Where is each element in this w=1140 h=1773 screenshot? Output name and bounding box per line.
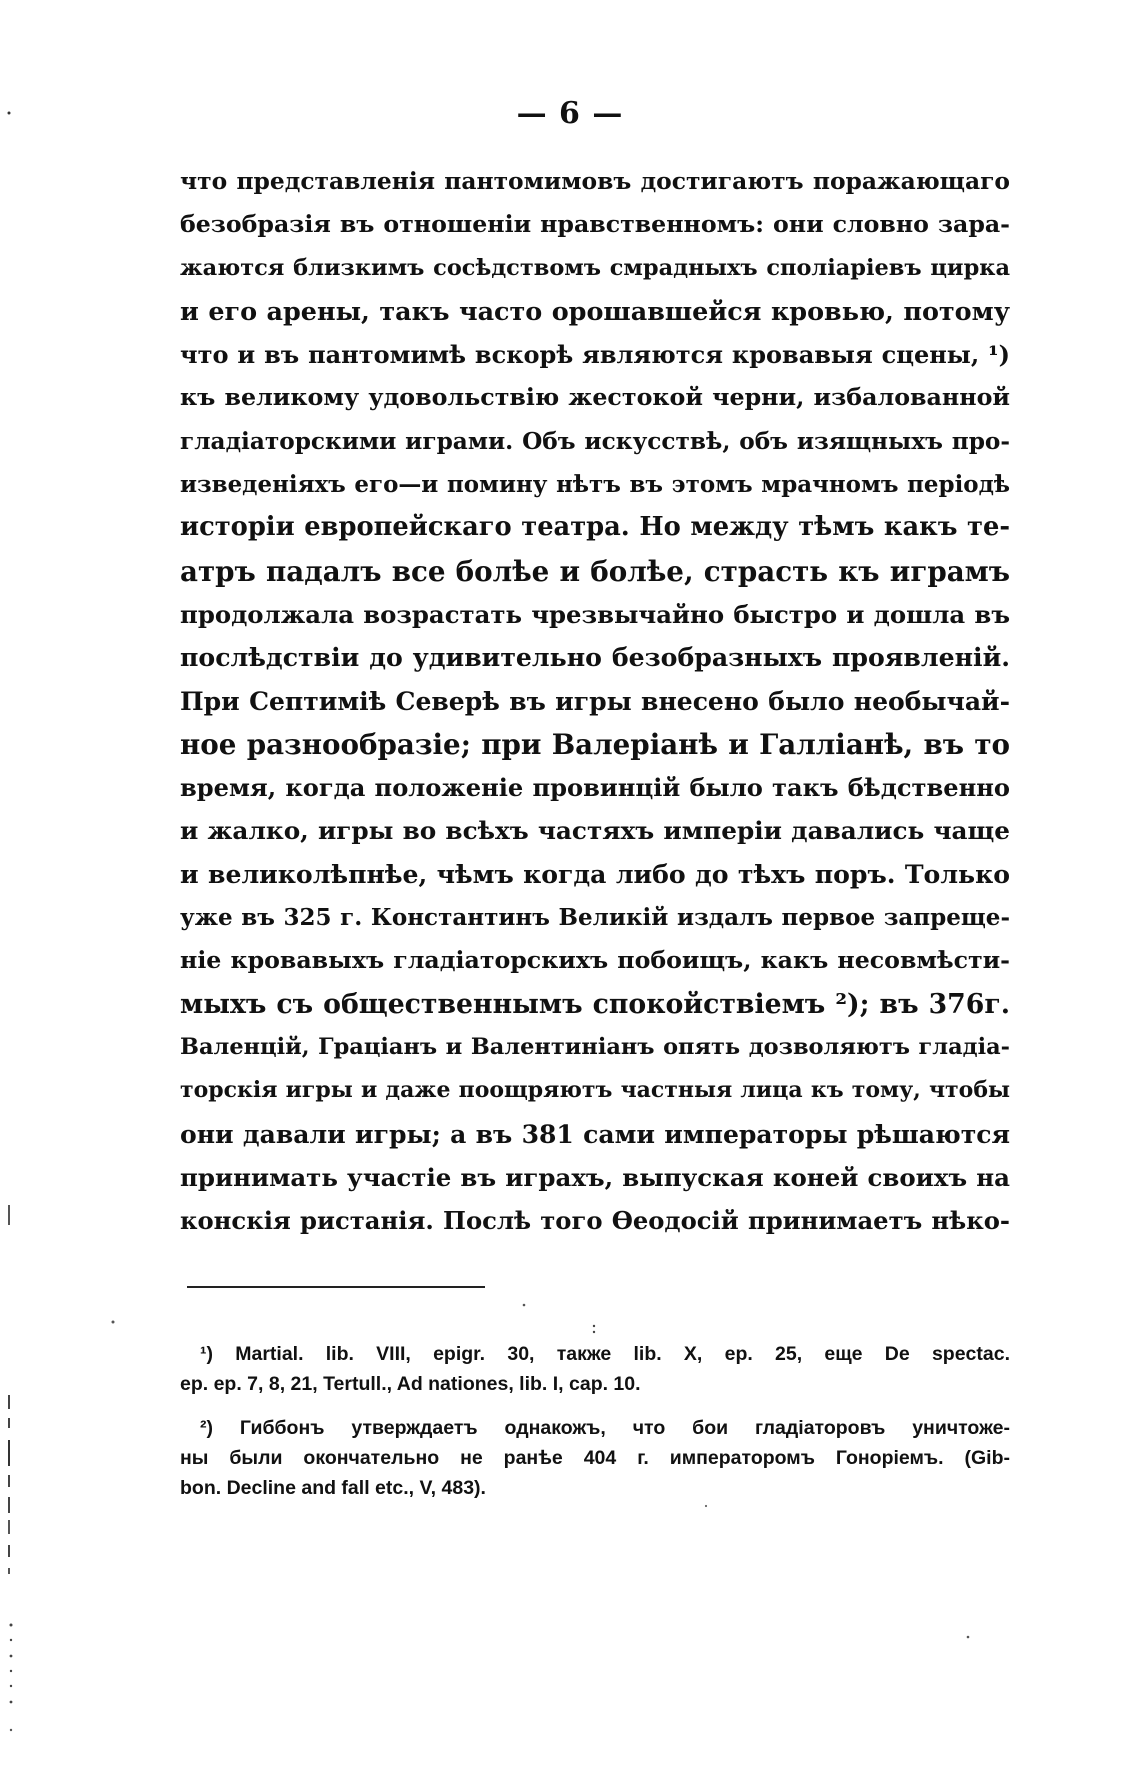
footnote-1 [180, 1339, 1010, 1399]
text-line: конскія ристанія. Послѣ того Ѳеодосій принимаетъ нѣко- [180, 1206, 1010, 1236]
text-line: что и въ пантомимѣ вскорѣ являются кровавыя сцены, ¹) [180, 340, 1010, 370]
footnote-line: bon. Decline and fall etc., V, 483). [180, 1477, 486, 1499]
footnote-divider [187, 1286, 485, 1288]
text-line: они давали игры; а въ 381 сами императоры рѣшаются [180, 1118, 1010, 1149]
text-line: ніе кровавыхъ гладіаторскихъ побоищъ, какъ несовмѣсти- [180, 946, 1010, 975]
text-line: къ великому удовольствію жестокой черни, избалованной [180, 383, 1010, 412]
footnote-line: ²) Гиббонъ утверждаетъ однакожъ, что бои гладіаторовъ уничтоже- [200, 1417, 1010, 1439]
footnote-line: ны были окончательно не ранѣе 404 г. императоромъ Гоноріемъ. (Gib- [180, 1447, 1010, 1469]
main-text [180, 160, 1010, 1242]
text-line: безобразія въ отношеніи нравственномъ: они словно зара- [180, 210, 1010, 239]
text-line: время, когда положеніе провинцій было такъ бѣдственно [180, 773, 1010, 803]
text-line: ное разнообразіе; при Валеріанѣ и Галліанѣ, въ то [180, 727, 1010, 761]
text-line: Валенцій, Граціанъ и Валентиніанъ опять дозволяютъ гладіа- [180, 1033, 1010, 1060]
text-line: и жалко, игры во всѣхъ частяхъ имперіи давались чаще [180, 816, 1010, 846]
text-line: жаются близкимъ сосѣдствомъ смрадныхъ споліаріевъ цирка [180, 254, 1010, 281]
text-line: При Септимiѣ Северѣ въ игры внесено было необычай- [180, 685, 1010, 716]
footnotes [180, 1339, 1010, 1503]
footnote-2 [180, 1413, 1010, 1503]
page-number: — 6 — [516, 96, 624, 131]
footnote-line: ¹) Martial. lib. VIII, epigr. 30, также lib. X, ep. 25, еще De spectac. [200, 1343, 1010, 1365]
text-line: торскія игры и даже поощряютъ частныя лица къ тому, чтобы [180, 1077, 1010, 1104]
text-line: изведеніяхъ его—и помину нѣтъ въ этомъ мрачномъ періодѣ [180, 471, 1010, 499]
text-line: атръ падалъ все болѣе и болѣе, страсть къ играмъ [180, 554, 1010, 588]
text-line: принимать участіе въ играхъ, выпуская коней своихъ на [180, 1162, 1010, 1192]
text-line: исторіи европейскаго театра. Но между тѣмъ какъ те- [180, 512, 1010, 543]
text-line: и великолѣпнѣе, чѣмъ когда либо до тѣхъ поръ. Только [180, 858, 1010, 889]
text-line: мыхъ съ общественнымъ спокойствіемъ ²); въ 376г. [180, 988, 1010, 1020]
text-line: уже въ 325 г. Константинъ Великій издалъ первое запреще- [180, 904, 1010, 932]
text-line: что представленія пантомимовъ достигаютъ поражающаго [180, 167, 1010, 195]
text-line: гладіаторскими играми. Объ искусствѣ, объ изящныхъ про- [180, 427, 1010, 455]
text-line: послѣдствіи до удивительно безобразныхъ проявленій. [180, 642, 1010, 673]
footnote-line: ep. ep. 7, 8, 21, Tertull., Ad nationes, lib. I, cap. 10. [180, 1373, 641, 1395]
text-line: продолжала возрастать чрезвычайно быстро и дошла въ [180, 599, 1010, 629]
text-line: и его арены, такъ часто орошавшейся кровью, потому [180, 295, 1010, 326]
